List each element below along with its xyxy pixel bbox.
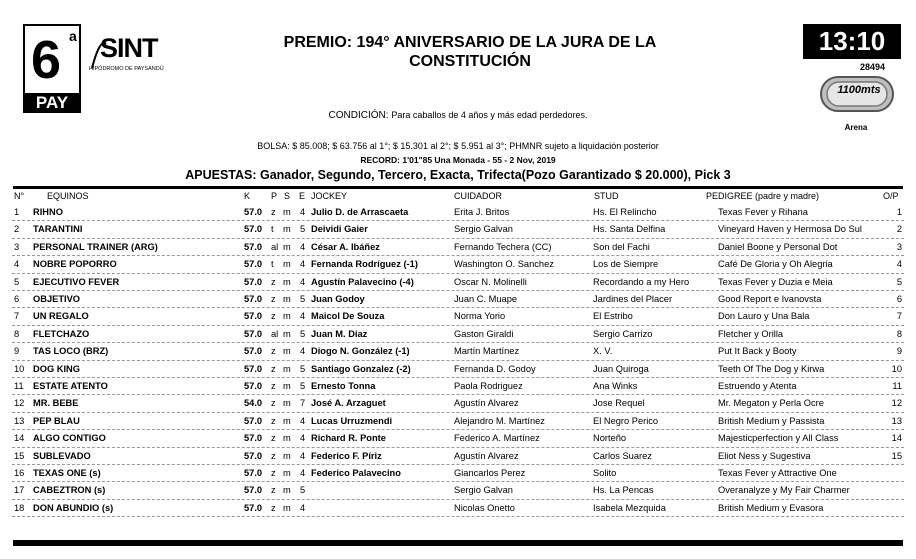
apuestas-line: APUESTAS: Ganador, Segundo, Tercero, Exacta, Trifecta(Pozo Garantizado $ 20.000), Pick 3 xyxy=(185,168,731,182)
horse-pedigree: Café De Gloria y Oh Alegria xyxy=(718,259,833,270)
horse-weight: 57.0 xyxy=(244,433,263,444)
table-row xyxy=(0,430,916,447)
horse-jockey: Santiago Gonzalez (-2) xyxy=(311,363,411,374)
horse-stud: X. V. xyxy=(593,346,613,357)
col-header-number: N° xyxy=(14,191,25,201)
horse-trainer: Alejandro M. Martínez xyxy=(454,415,545,426)
horse-jockey: Federico Palavecino xyxy=(311,468,401,478)
horse-p: z xyxy=(271,485,276,496)
horse-pedigree: Estruendo y Atenta xyxy=(718,381,797,391)
horse-jockey: Federico F. Píriz xyxy=(311,450,382,461)
track-surface: Arena xyxy=(844,123,868,132)
table-row xyxy=(0,221,916,238)
horse-pedigree: Texas Fever y Rihana xyxy=(718,207,808,217)
horse-weight: 57.0 xyxy=(244,502,263,513)
table-row xyxy=(0,465,916,482)
row-divider xyxy=(12,516,904,517)
horse-name: EJECUTIVO FEVER xyxy=(33,276,120,287)
horse-post-position: 4 xyxy=(896,259,902,270)
horse-pedigree: British Medium y Evasora xyxy=(718,502,824,513)
race-number-box xyxy=(23,24,81,113)
horse-p: al xyxy=(271,328,279,339)
horse-p: z xyxy=(271,415,276,426)
horse-jockey: Fernanda Rodríguez (-1) xyxy=(311,259,418,270)
race-number: 6 xyxy=(31,30,62,90)
horse-age: 5 xyxy=(300,363,306,374)
horse-stud: Hs. Santa Delfina xyxy=(593,224,666,235)
table-row xyxy=(0,395,916,412)
table-row xyxy=(0,204,916,221)
table-row xyxy=(0,326,916,343)
horse-name: UN REGALO xyxy=(33,311,89,322)
horse-p: z xyxy=(271,311,276,322)
horse-jockey: Diogo N. González (-1) xyxy=(311,346,410,357)
horse-weight: 57.0 xyxy=(244,294,263,304)
horse-post-position: 2 xyxy=(896,224,902,235)
horse-trainer: Nicolas Onetto xyxy=(454,502,515,513)
horse-jockey: Ernesto Tonna xyxy=(311,381,376,391)
horse-number: 6 xyxy=(14,294,20,304)
horse-weight: 57.0 xyxy=(244,450,263,461)
horse-p: z xyxy=(271,450,276,461)
horse-post-position: 15 xyxy=(891,450,902,461)
table-row xyxy=(0,413,916,430)
horse-weight: 57.0 xyxy=(244,485,263,496)
horse-name: TAS LOCO (BRZ) xyxy=(33,346,109,357)
horse-stud: Ana Winks xyxy=(593,381,638,391)
horse-stud: Isabela Mezquida xyxy=(593,502,666,513)
horse-name: DON ABUNDIO (s) xyxy=(33,502,114,513)
horse-stud: Son del Fachi xyxy=(593,241,650,252)
horse-number: 10 xyxy=(14,363,25,374)
horse-pedigree: British Medium y Passista xyxy=(718,415,825,426)
horse-stud: El Negro Perico xyxy=(593,415,659,426)
horse-trainer: Agustín Alvarez xyxy=(454,398,519,409)
col-header-k: K xyxy=(244,191,251,201)
horse-number: 15 xyxy=(14,450,25,461)
horse-post-position: 11 xyxy=(892,381,902,391)
horse-trainer: Erita J. Britos xyxy=(454,207,510,217)
horse-jockey: Julio D. de Arrascaeta xyxy=(311,207,409,217)
horse-s: m xyxy=(283,502,291,513)
horse-weight: 57.0 xyxy=(244,468,263,478)
table-row xyxy=(0,378,916,395)
horse-weight: 57.0 xyxy=(244,363,263,374)
horse-trainer: Sergio Galvan xyxy=(454,485,513,496)
horse-name: ESTATE ATENTO xyxy=(33,381,108,391)
table-row xyxy=(0,291,916,308)
horse-s: m xyxy=(283,259,291,270)
horse-number: 17 xyxy=(14,485,25,496)
horse-stud: El Estribo xyxy=(593,311,633,322)
horse-post-position: 13 xyxy=(891,415,902,426)
horse-pedigree: Texas Fever y Attractive One xyxy=(718,468,837,478)
condition-label: CONDICIÓN: xyxy=(328,110,389,121)
horse-trainer: Martín Martínez xyxy=(454,346,520,357)
horse-age: 5 xyxy=(300,381,306,391)
horse-age: 4 xyxy=(300,276,306,287)
table-row xyxy=(0,448,916,465)
col-header-s: S xyxy=(284,191,291,201)
condition-text: Para caballos de 4 años y más edad perdedores. xyxy=(391,110,588,120)
horse-pedigree: Good Report e Ivanovsta xyxy=(718,294,822,304)
horse-age: 7 xyxy=(300,398,306,409)
table-row xyxy=(0,361,916,378)
horse-number: 14 xyxy=(14,433,25,444)
horse-p: z xyxy=(271,398,276,409)
horse-name: FLETCHAZO xyxy=(33,328,90,339)
table-row xyxy=(0,256,916,273)
horse-p: t xyxy=(271,224,274,235)
horse-stud: Jose Requel xyxy=(593,398,645,409)
horse-s: m xyxy=(283,224,291,235)
horse-trainer: Agustín Alvarez xyxy=(454,450,519,461)
horse-pedigree: Don Lauro y Una Bala xyxy=(718,311,810,322)
horse-trainer: Federico A. Martínez xyxy=(454,433,540,444)
col-header-pedigree: PEDIGREE (padre y madre) xyxy=(706,191,820,201)
horse-number: 11 xyxy=(14,381,24,391)
horse-trainer: Paola Rodriguez xyxy=(454,381,523,391)
horse-weight: 57.0 xyxy=(244,415,263,426)
horse-s: m xyxy=(283,241,291,252)
horse-p: al xyxy=(271,241,279,252)
horse-name: CABEZTRON (s) xyxy=(33,485,106,496)
horse-number: 7 xyxy=(14,311,20,322)
bolsa-line: BOLSA: $ 85.008; $ 63.756 al 1°; $ 15.301 al 2°; $ 5.951 al 3°; PHMNR sujeto a liquidación posterior xyxy=(257,141,659,151)
horse-number: 1 xyxy=(14,207,20,217)
col-header-e: E xyxy=(299,191,306,201)
horse-name: ALGO CONTIGO xyxy=(33,433,106,444)
horse-number: 4 xyxy=(14,259,20,270)
horse-weight: 57.0 xyxy=(244,224,263,235)
horse-s: m xyxy=(283,450,291,461)
horse-pedigree: Majesticperfection y All Class xyxy=(718,433,839,444)
horse-weight: 57.0 xyxy=(244,259,263,270)
horse-p: z xyxy=(271,433,276,444)
horse-number: 9 xyxy=(14,346,20,357)
race-title: PREMIO: 194° ANIVERSARIO DE LA JURA DE LA CONSTITUCIÓN xyxy=(283,34,657,70)
horse-name: RIHNO xyxy=(33,207,63,217)
horse-trainer: Fernanda D. Godoy xyxy=(454,363,536,374)
horse-post-position: 7 xyxy=(896,311,902,322)
horse-name: PERSONAL TRAINER (ARG) xyxy=(33,241,158,252)
horse-stud: Jardines del Placer xyxy=(593,294,673,304)
horse-name: MR. BEBE xyxy=(33,398,79,409)
table-row xyxy=(0,500,916,517)
race-pay-label: PAY xyxy=(23,93,81,113)
horse-name: SUBLEVADO xyxy=(33,450,91,461)
horse-name: DOG KING xyxy=(33,363,81,374)
logo-subtitle: HIPÓDROMO DE PAYSANDÚ xyxy=(89,66,164,72)
horse-stud: Norteño xyxy=(593,433,627,444)
horse-s: m xyxy=(283,346,291,357)
horse-s: m xyxy=(283,433,291,444)
horse-stud: Solito xyxy=(593,468,617,478)
horse-trainer: Sergio Galvan xyxy=(454,224,513,235)
race-time: 13:10 xyxy=(803,24,901,59)
horse-number: 16 xyxy=(14,468,25,478)
condition-line xyxy=(0,110,916,121)
horse-jockey: Deividi Gaier xyxy=(311,224,368,235)
horse-stud: Recordando a my Hero xyxy=(593,276,690,287)
horse-trainer: Norma Yorio xyxy=(454,311,506,322)
header-rule xyxy=(13,186,903,189)
horse-s: m xyxy=(283,294,291,304)
horse-s: m xyxy=(283,485,291,496)
horse-name: NOBRE POPORRO xyxy=(33,259,117,270)
horse-weight: 57.0 xyxy=(244,276,263,287)
horse-jockey: Juan Godoy xyxy=(311,294,365,304)
horse-number: 2 xyxy=(14,224,20,235)
horse-trainer: Giancarlos Perez xyxy=(454,468,526,478)
col-header-jockey: JOCKEY xyxy=(311,191,348,201)
horse-p: z xyxy=(271,346,276,357)
horse-pedigree: Daniel Boone y Personal Dot xyxy=(718,241,838,252)
horse-trainer: Gaston Giraldi xyxy=(454,328,514,339)
horse-jockey: José A. Arzaguet xyxy=(311,398,386,409)
horse-p: t xyxy=(271,259,274,270)
horse-pedigree: Fletcher y Orilla xyxy=(718,328,784,339)
distance-label: 1100mts xyxy=(837,84,881,96)
horse-pedigree: Teeth Of The Dog y Kirwa xyxy=(718,363,825,374)
horse-pedigree: Overanalyze y My Fair Charmer xyxy=(718,485,850,496)
horse-age: 4 xyxy=(300,433,306,444)
horse-age: 4 xyxy=(300,311,306,322)
horse-stud: Los de Siempre xyxy=(593,259,659,270)
horse-number: 13 xyxy=(14,415,25,426)
horse-stud: Carlos Suarez xyxy=(593,450,652,461)
horse-age: 5 xyxy=(300,328,306,339)
horse-weight: 57.0 xyxy=(244,207,263,217)
horse-jockey: Agustín Palavecino (-4) xyxy=(311,276,414,287)
horse-s: m xyxy=(283,398,291,409)
table-row xyxy=(0,343,916,360)
horse-pedigree: Texas Fever y Duzia e Meia xyxy=(718,276,833,287)
horse-jockey: Juan M. Diaz xyxy=(311,328,368,339)
horse-stud: Sergio Carrizo xyxy=(593,328,653,339)
horse-weight: 57.0 xyxy=(244,241,263,252)
horse-trainer: Juan C. Muape xyxy=(454,294,518,304)
horse-s: m xyxy=(283,328,291,339)
race-ordinal: a xyxy=(69,28,77,44)
horse-stud: Hs. La Pencas xyxy=(593,485,654,496)
horse-number: 5 xyxy=(14,276,20,287)
horse-pedigree: Mr. Megaton y Perla Ocre xyxy=(718,398,824,409)
horse-weight: 57.0 xyxy=(244,381,263,391)
horse-p: z xyxy=(271,502,276,513)
horse-name: TEXAS ONE (s) xyxy=(33,468,101,478)
horse-p: z xyxy=(271,294,276,304)
col-header-p: P xyxy=(271,191,278,201)
horse-name: OBJETIVO xyxy=(33,294,81,304)
horse-stud: Hs. El Relincho xyxy=(593,207,657,217)
horse-s: m xyxy=(283,468,291,478)
horse-post-position: 3 xyxy=(896,241,902,252)
record-line: RECORD: 1'01"85 Una Monada - 55 - 2 Nov, 2019 xyxy=(360,155,556,165)
horse-jockey: Lucas Urruzmendi xyxy=(311,415,393,426)
horse-age: 5 xyxy=(300,294,306,304)
logo-name: SINT xyxy=(100,33,158,63)
horse-age: 4 xyxy=(300,241,306,252)
horse-s: m xyxy=(283,207,291,217)
horse-weight: 57.0 xyxy=(244,311,263,322)
horse-stud: Juan Quiroga xyxy=(593,363,649,374)
footer-rule xyxy=(13,540,903,546)
horse-jockey: Richard R. Ponte xyxy=(311,433,386,444)
horse-age: 4 xyxy=(300,207,306,217)
horse-age: 4 xyxy=(300,450,306,461)
horse-age: 4 xyxy=(300,346,306,357)
horse-post-position: 12 xyxy=(891,398,902,409)
horse-post-position: 10 xyxy=(891,363,902,374)
horse-s: m xyxy=(283,311,291,322)
horse-p: z xyxy=(271,381,276,391)
horse-number: 18 xyxy=(14,502,25,513)
horse-post-position: 8 xyxy=(896,328,902,339)
col-header-op: O/P xyxy=(883,191,899,201)
horse-jockey: Maicol De Souza xyxy=(311,311,385,322)
table-row xyxy=(0,482,916,499)
horse-post-position: 5 xyxy=(896,276,902,287)
horse-jockey: César A. Ibáñez xyxy=(311,241,380,252)
horse-age: 4 xyxy=(300,259,306,270)
horse-weight: 54.0 xyxy=(244,398,263,409)
horse-post-position: 6 xyxy=(896,294,902,304)
horse-pedigree: Eliot Ness y Sugestiva xyxy=(718,450,811,461)
horse-pedigree: Put It Back y Booty xyxy=(718,346,797,357)
horse-pedigree: Vineyard Haven y Hermosa Do Sul xyxy=(718,224,862,235)
col-header-cuidador: CUIDADOR xyxy=(454,191,503,201)
horse-trainer: Fernando Techera (CC) xyxy=(454,241,552,252)
horse-p: z xyxy=(271,207,276,217)
table-row xyxy=(0,239,916,256)
horse-s: m xyxy=(283,381,291,391)
horse-weight: 57.0 xyxy=(244,328,263,339)
horse-p: z xyxy=(271,276,276,287)
horse-number: 12 xyxy=(14,398,25,409)
table-row xyxy=(0,274,916,291)
horse-age: 5 xyxy=(300,224,306,235)
col-header-equinos: EQUINOS xyxy=(47,191,89,201)
horse-number: 8 xyxy=(14,328,20,339)
horse-name: TARANTINI xyxy=(33,224,83,235)
horse-p: z xyxy=(271,468,276,478)
horse-post-position: 14 xyxy=(891,433,902,444)
horse-s: m xyxy=(283,276,291,287)
horse-age: 4 xyxy=(300,502,306,513)
horse-p: z xyxy=(271,363,276,374)
horse-weight: 57.0 xyxy=(244,346,263,357)
col-header-stud: STUD xyxy=(594,191,619,201)
horse-s: m xyxy=(283,415,291,426)
horse-s: m xyxy=(283,363,291,374)
horse-age: 5 xyxy=(300,485,306,496)
horse-post-position: 1 xyxy=(896,207,902,217)
table-row xyxy=(0,308,916,325)
horse-age: 4 xyxy=(300,468,306,478)
horse-trainer: Washington O. Sanchez xyxy=(454,259,554,270)
horse-name: PEP BLAU xyxy=(33,415,80,426)
race-id: 28494 xyxy=(860,62,886,72)
horse-trainer: Oscar N. Molinelli xyxy=(454,276,527,287)
horse-post-position: 9 xyxy=(896,346,902,357)
horse-number: 3 xyxy=(14,241,20,252)
horse-age: 4 xyxy=(300,415,306,426)
